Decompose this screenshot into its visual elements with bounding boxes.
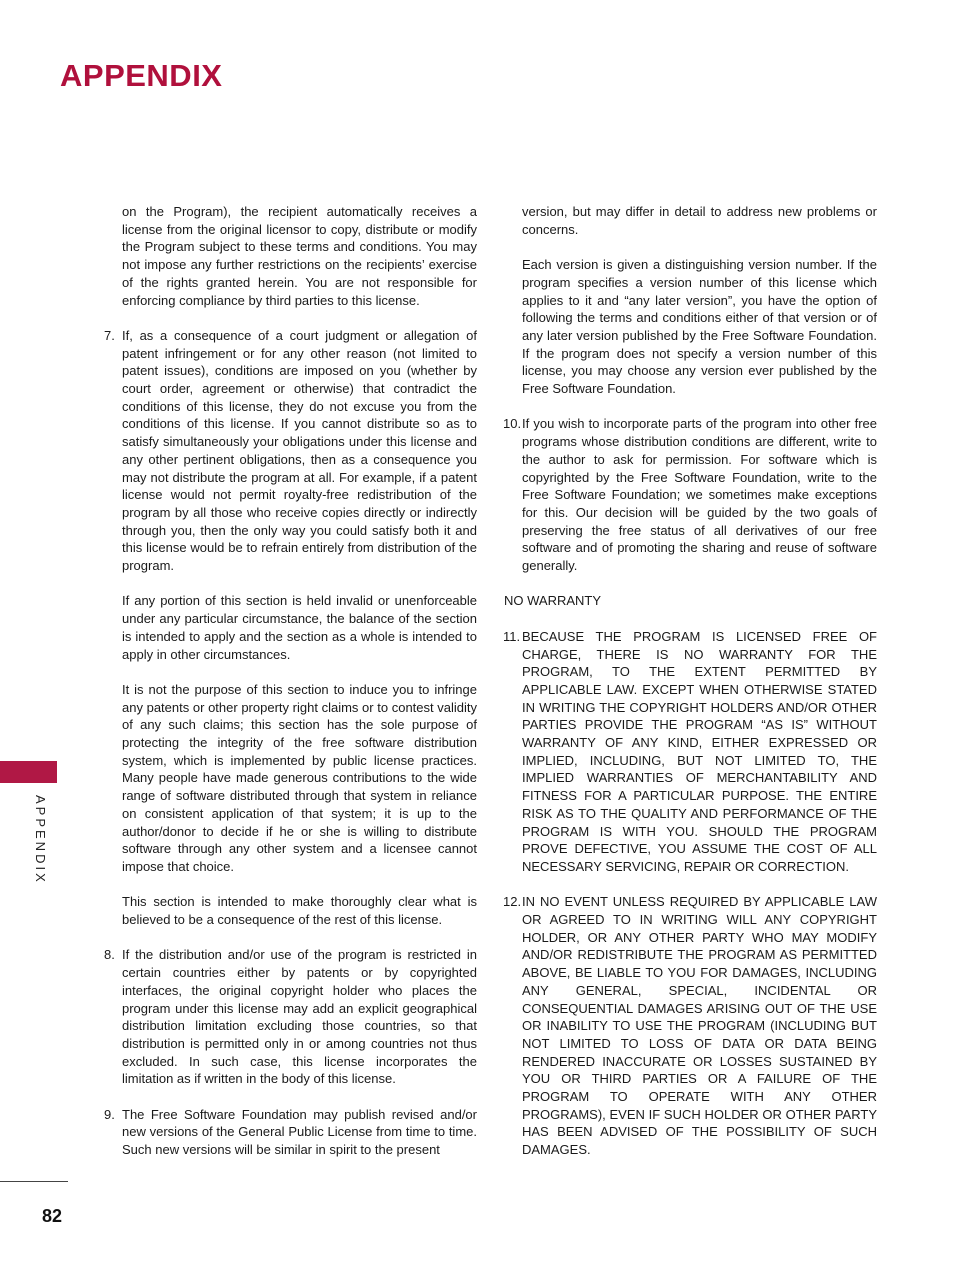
item-7-paragraph-4: This section is intended to make thoroughly clear what is believed to be a consequence of the rest of this license.	[122, 894, 477, 928]
item-7-paragraph-2: If any portion of this section is held invalid or unenforceable under any particular circumstance, the balance of the section is intended to apply and the section as a whole is intended to apply in other circumstances.	[122, 593, 477, 662]
continued-paragraph: version, but may differ in detail to address new problems or concerns.	[522, 204, 877, 237]
item-number: 10.	[503, 416, 522, 432]
item-7-paragraph-3: It is not the purpose of this section to induce you to infringe any patents or other property right claims or to contest validity of any such claims; this section has the sole purpose of protecting the integrity of the free software distribution system, which is implemented by public license practices. Many people have made generous contributions to the wide range of software distributed through that system in reliance on consistent application of that system; it is up to the author/donor to decide if he or she is willing to distribute software through any other system and a licensee cannot impose that choice.	[122, 681, 477, 874]
item-text: If, as a consequence of a court judgment or allegation of patent infringement or for any other reason (not limited to patent issues), conditions are imposed on you (whether by court order, agreement or otherwise) that contradict the conditions of this license, they do not excuse you from the conditions of this license. If you cannot distribute so as to satisfy simultaneously your obligations under this license and any other pertinent obligations, then as a consequence you may not distribute the program at all. For example, if a patent license would not permit royalty-free redistribution of the program by all those who receive copies directly or indirectly through you, then the only way you could satisfy both it and this license would be to refrain entirely from distribution of the program.	[122, 327, 477, 574]
left-column	[104, 203, 477, 1177]
item-text: The Free Software Foundation may publish revised and/or new versions of the General Public License from time to time. Such new versions will be similar in spirit to the present	[122, 1106, 477, 1158]
no-warranty-heading: NO WARRANTY	[504, 593, 602, 609]
license-item-7	[104, 327, 477, 575]
section-tab-marker	[0, 761, 57, 783]
item-number: 7.	[104, 327, 115, 343]
continued-paragraph: on the Program), the recipient automatically receives a license from the original licensor to copy, distribute or modify the Program subject to these terms and conditions. You may not impose any further restrictions on the recipients’ exercise of the rights granted herein. You are not responsible for enforcing compliance by third parties to this license.	[122, 204, 477, 308]
license-item-12	[504, 893, 877, 1159]
license-item-9	[104, 1106, 477, 1159]
footer-rule	[0, 1181, 68, 1182]
item-text: If the distribution and/or use of the program is restricted in certain countries either by patents or by copyrighted interfaces, the original copyright holder who places the program under this license may add an explicit geographical distribution limitation excluding those countries, so that distribution is permitted only in or among countries not thus excluded. In such case, this license incorporates the limitation as if written in the body of this license.	[122, 947, 477, 1087]
license-item-8	[104, 946, 477, 1088]
page-title: APPENDIX	[60, 58, 223, 93]
item-number: 8.	[104, 947, 115, 963]
page-number: 82	[42, 1206, 63, 1226]
license-item-11	[504, 628, 877, 876]
version-paragraph: Each version is given a distinguishing version number. If the program specifies a version number of this license which applies to it and “any later version”, you have the option of following the terms and conditions either of that version or of any later version published by the Free Software Foundation. If the program does not specify a version number of this license, you may choose any version ever published by the Free Software Foundation.	[522, 257, 877, 397]
license-item-10	[504, 415, 877, 574]
item-text: If you wish to incorporate parts of the program into other free programs whose distribution conditions are different, write to the author to ask for permission. For software which is copyrighted by the Free Software Foundation, write to the Free Software Foundation; we sometimes make exceptions for this. Our decision will be guided by the two goals of preserving the free status of all derivatives of our free software and of promoting the sharing and reuse of software generally.	[522, 416, 877, 574]
right-column	[504, 203, 877, 1177]
item-text: IN NO EVENT UNLESS REQUIRED BY APPLICABLE LAW OR AGREED TO IN WRITING WILL ANY COPYRIGHT HOLDER, OR ANY OTHER PARTY WHO MAY MODIFY AND/OR REDISTRIBUTE THE PROGRAM AS PERMITTED ABOVE, BE LIABLE TO YOU FOR DAMAGES, INCLUDING ANY GENERAL, SPECIAL, INCIDENTAL OR CONSEQUENTIAL DAMAGES ARISING OUT OF THE USE OR INABILITY TO USE THE PROGRAM (INCLUDING BUT NOT LIMITED TO LOSS OF DATA OR DATA BEING RENDERED INACCURATE OR LOSSES SUSTAINED BY YOU OR THIRD PARTIES OR A FAILURE OF THE PROGRAM TO OPERATE WITH ANY OTHER PROGRAMS), EVEN IF SUCH HOLDER OR OTHER PARTY HAS BEEN ADVISED OF THE POSSIBILITY OF SUCH DAMAGES.	[522, 894, 877, 1158]
item-number: 9.	[104, 1106, 115, 1122]
section-side-label: APPENDIX	[33, 795, 48, 885]
item-number: 11.	[503, 628, 521, 644]
item-number: 12.	[503, 894, 522, 910]
item-text: BECAUSE THE PROGRAM IS LICENSED FREE OF CHARGE, THERE IS NO WARRANTY FOR THE PROGRAM, TO THE EXTENT PERMITTED BY APPLICABLE LAW. EXCEPT WHEN OTHERWISE STATED IN WRITING THE COPYRIGHT HOLDERS AND/OR OTHER PARTIES PROVIDE THE PROGRAM “AS IS” WITHOUT WARRANTY OF ANY KIND, EITHER EXPRESSED OR IMPLIED, INCLUDING, BUT NOT LIMITED TO, THE IMPLIED WARRANTIES OF MERCHANTABILITY AND FITNESS FOR A PARTICULAR PURPOSE. THE ENTIRE RISK AS TO THE QUALITY AND PERFORMANCE OF THE PROGRAM IS WITH YOU. SHOULD THE PROGRAM PROVE DEFECTIVE, YOU ASSUME THE COST OF ALL NECESSARY SERVICING, REPAIR OR CORRECTION.	[522, 628, 877, 874]
